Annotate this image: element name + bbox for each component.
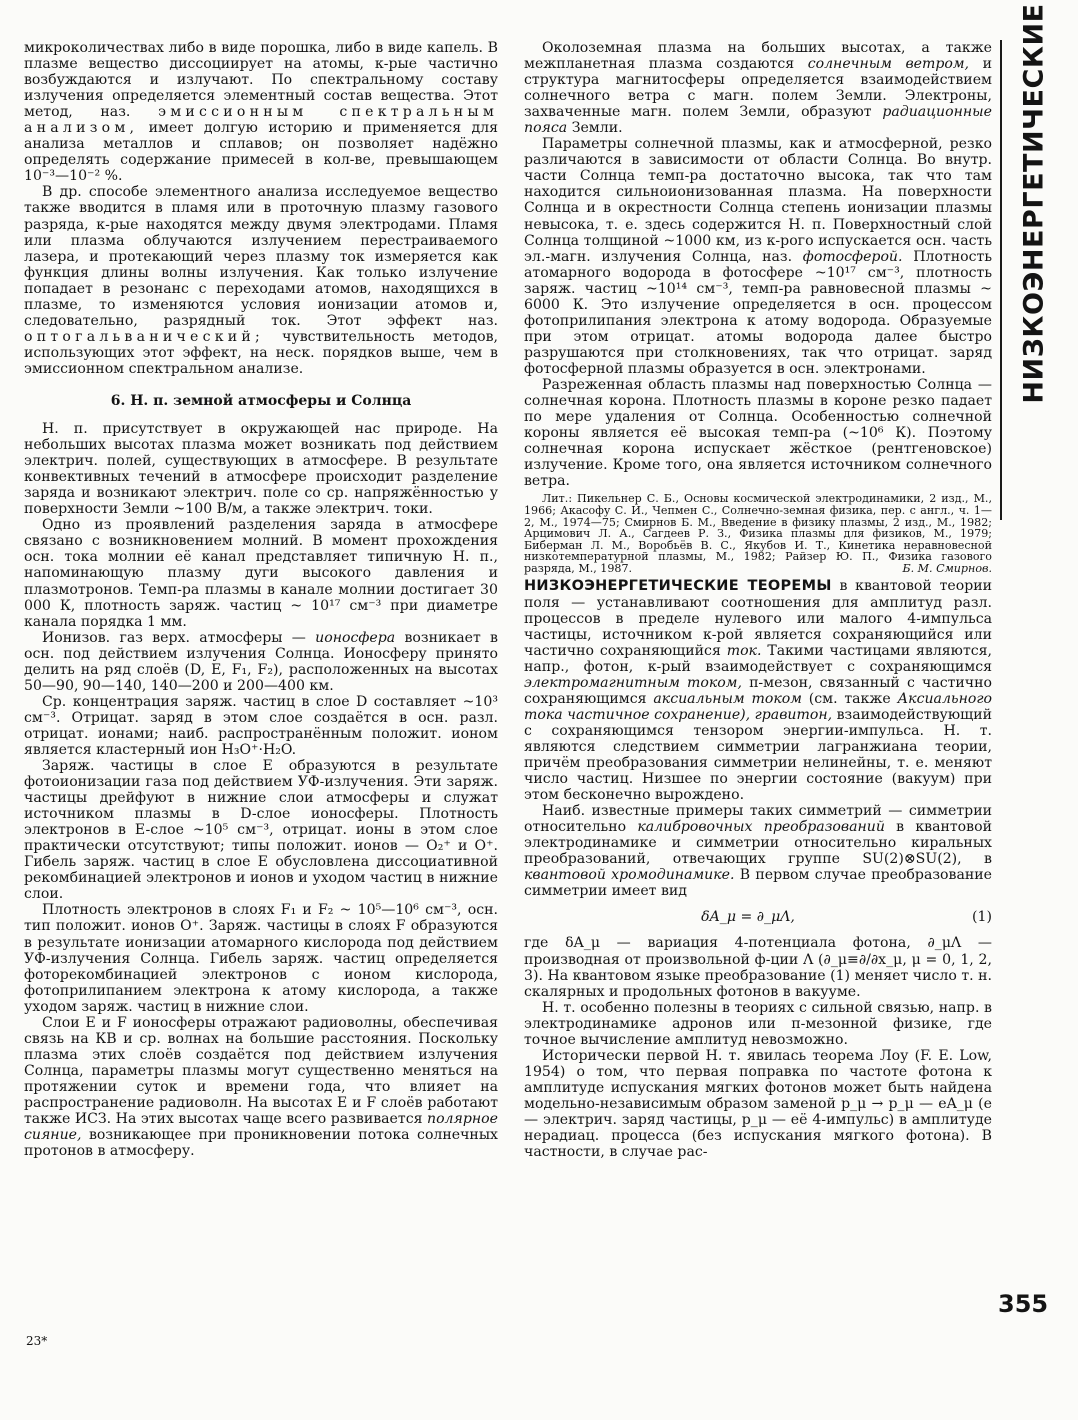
left-column — [24, 40, 498, 1159]
paragraph: Исторически первой Н. т. явилась теорема Лоу (F. E. Low, 1954) о том, что первая поправка по частоте фотона к амплитуде испускания мягких фотонов может быть найдена модельно-независимым образом заменой p_μ → p_μ — eA_μ (e — электрич. заряд частицы, p_μ — её 4-импульс) в амплитуде нерадиац. процесса (без испускания мягкого фотона). В частности, в случае рас- — [524, 1047, 992, 1161]
paragraph: Н. т. особенно полезны в теориях с сильной связью, напр. в электродинамике адронов или π-мезонной физике, где точное вычисление амплитуд невозможно. — [524, 999, 992, 1048]
side-header: НИЗКОЭНЕРГЕТИЧЕСКИЕ — [1018, 2, 1050, 404]
paragraph: Одно из проявлений разделения заряда в атмосфере связано с возникновением молний. В момент прохождения осн. тока молнии её канал представляет типичную Н. п., напоминающую плазму дуги высокого давления и плазмотронов. Темп-ра плазмы в канале молнии достигает 30 000 К, плотность заряж. частиц ~ 10¹⁷ см⁻³ при диаметре канала порядка 1 мм. — [24, 517, 498, 630]
side-rule — [1000, 40, 1002, 520]
entry-title: НИЗКОЭНЕРГЕТИЧЕСКИЕ ТЕОРЕМЫ — [524, 578, 832, 595]
paragraph: В др. способе элементного анализа исследуемое вещество также вводится в пламя или в проточную плазму газового разряда, к-рые находятся между двумя электродами. Пламя или плазма облучаются излучением перестраиваемого лазера, и протекающий через плазму ток измеряется как функция длины волны излучения. Как только излучение попадает в резонанс с переходами атомов, находящихся в плазме, то изменяются условия ионизации атомов и, следовательно, разрядный ток. Этот эффект наз. оптогальванический; чувствительность методов, использующих этот эффект, на неск. порядков выше, чем в эмиссионном спектральном анализе. — [24, 184, 499, 377]
paragraph: Ср. концентрация заряж. частиц в слое D составляет ~10³ см⁻³. Отрицат. заряд в этом слое создаётся в осн. разл. отрицат. ионами; наиб. распространённым положит. ионом является кластерный ион H₃O⁺·H₂O. — [24, 693, 498, 758]
literature-list: Лит.: Пикельнер С. Б., Основы космической электродинамики, 2 изд., М., 1966; Акасофу С. И., Чепмен С., Солнечно-земная физика, пер. с англ., ч. 1—2, М., 1974—75; Смирнов Б. М., Введение в физику плазмы, 2 изд., М., 1982; Арцимович Л. А., Сагдеев Р. З., Физика плазмы для физиков, М., 1979; Биберман Л. М., Воробьёв В. С., Якубов И. Т., Кинетика неравновесной низкотемпературной плазмы, М., 1982; Райзер Ю. П., Физика газового разряда, М., 1987. Б. М. Смирнов. — [524, 492, 992, 575]
paragraph: Н. п. присутствует в окружающей нас природе. На небольших высотах плазма может возникать под действием электрич. полей, существующих в атмосфере. В результате конвективных течений в атмосфере происходит разделение заряда и возникают электрич. поле со ср. напряжённостью у поверхности Земли ~100 В/м, а также электрич. токи. — [24, 421, 498, 518]
page-number: 355 — [998, 1290, 1049, 1318]
paragraph: Наиб. известные примеры таких симметрий — симметрии относительно калибровочных преобразований в квантовой электродинамике и симметрии относительно киральных преобразований, отвечающих группе SU(2)⊗SU(2), в квантовой хромодинамике. В первом случае преобразование симметрии имеет вид — [524, 803, 992, 900]
paragraph: Слои E и F ионосферы отражают радиоволны, обеспечивая связь на КВ и ср. волнах на большие расстояния. Поскольку плазма этих слоёв создаётся под действием излучения Солнца, параметры плазмы могут существенно меняться на протяжении суток и времени года, что влияет на распространение радиоволн. На высотах E и F слоёв работают также ИСЗ. На этих высотах чаще всего развивается полярное сияние, возникающее при проникновении потока солнечных протонов в атмосферу. — [24, 1014, 498, 1160]
paragraph: Заряж. частицы в слое E образуются в результате фотоионизации газа под действием УФ-излучения. Эти заряж. частицы дрейфуют в нижние слои атмосферы и служат источником плазмы в D-слое ионосферы. Плотность электронов в E-слое ~10⁵ см⁻³, отрицат. ионы в этом слое практически отсутствуют; типы положит. ионов — O₂⁺ и O⁺. Гибель заряж. частиц в слое E обусловлена диссоциативной рекомбинацией электронов и ионов и уходом частиц в нижние слои. — [24, 758, 498, 903]
encyclopedia-entry: НИЗКОЭНЕРГЕТИЧЕСКИЕ ТЕОРЕМЫ в квантовой теории поля — устанавливают соотношения для амплитуд разл. процессов в пределе нулевого или малого 4-импульса частицы, источником к-рой является сохраняющийся или частично сохраняющийся ток. Такими частицами являются, напр., фотон, к-рый взаимодействует с сохраняющимся электромагнитным током, π-мезон, связанный с частично сохраняющимся аксиальным током (см. также Аксиального тока частичное сохранение), гравитон, взаимодействующий с сохраняющимся тензором энергии-импульса. Н. т. являются следствием симметрии лагранжиана теории, причём преобразования симметрии нелинейны, т. е. меняют число частиц. Низшее по энергии состояние (вакуум) при этом бесконечно вырождено. — [524, 578, 993, 804]
paragraph: Ионизов. газ верх. атмосферы — ионосфера возникает в осн. под действием излучения Солнца. Ионосферу принято делить на ряд слоёв (D, E, F₁, F₂), расположенных на высотах 50—90, 90—140, 140—200 и 200—400 км. — [24, 629, 498, 694]
paragraph: где δA_μ — вариация 4-потенциала фотона, ∂_μΛ — производная от произвольной ф-ции Λ (∂_μ≡∂/∂x_μ, μ = 0, 1, 2, 3). На квантовом языке преобразование (1) меняет число т. н. скалярных и продольных фотонов в вакууме. — [524, 935, 992, 1000]
paragraph: Параметры солнечной плазмы, как и атмосферной, резко различаются в зависимости от области Солнца. Во внутр. части Солнца темп-ра достаточно высока, так что там находится сильноионизованная плазма. На поверхности Солнца и в окрестности Солнца степень ионизации плазмы невысока, т. е. здесь содержится Н. п. Поверхностный слой Солнца толщиной ~1000 км, из к-рого испускается осн. часть эл.-магн. излучения Солнца, наз. фотосферой. Плотность атомарного водорода в фотосфере ~10¹⁷ см⁻³, плотность заряж. частиц ~10¹⁴ см⁻³, темп-ра равновесной плазмы ~ 6000 К. Это излучение определяется в осн. процессом фотоприлипания электрона к атому водорода. Образуемые при этом отрицат. атомы водорода далее быстро разрушаются при столкновениях, так что отрицат. заряд фотосферной плазмы образуется в осн. электронами. — [524, 136, 993, 377]
paragraph: микроколичествах либо в виде порошка, либо в виде капель. В плазме вещество диссоциирует на атомы, к-рые частично возбуждаются и излучают. По спектральному составу излучения определяется элементный состав вещества. Этот метод, наз. эмиссионным спектральным анализом, имеет долгую историю и применяется для анализа металлов и сплавов; он позволяет надёжно определять содержание примесей в кол-ве, превышающем 10⁻³—10⁻² %. — [24, 40, 499, 185]
section-heading: 6. Н. п. земной атмосферы и Солнца — [110, 392, 412, 409]
paragraph: Плотность электронов в слоях F₁ и F₂ ~ 10⁵—10⁶ см⁻³, осн. тип положит. ионов O⁺. Заряж. частицы в слоях F образуются в результате ионизации атомарного кислорода под действием УФ-излучения Солнца. Гибель заряж. частиц определяется фоторекомбинацией электронов с ионом кислорода, фотоприлипанием электрона к атому кислорода, а также уходом заряж. частиц в нижние слои. — [24, 902, 498, 1015]
paragraph: Околоземная плазма на больших высотах, а также межпланетная плазма создаются солнечным ветром, и структура магнитосферы определяется взаимодействием солнечного ветра с магн. полем Земли. Электроны, захваченные магн. полем Земли, образуют радиационные пояса Земли. — [524, 40, 992, 137]
printer-signature: 23* — [26, 1334, 48, 1348]
formula: δA_μ = ∂_μΛ, (1) — [701, 909, 992, 926]
formula-number: (1) — [972, 909, 992, 926]
right-column — [524, 40, 992, 1160]
author-signature: Б. М. Смирнов. — [902, 561, 992, 575]
paragraph: Разреженная область плазмы над поверхностью Солнца — солнечная корона. Плотность плазмы в короне резко падает по мере удаления от Солнца. Особенностью солнечной короны является её высокая темп-ра (~10⁶ К). Поэтому солнечная корона испускает жёсткое (рентгеновское) излучение. Кроме того, она является источником солнечного ветра. — [524, 376, 992, 490]
